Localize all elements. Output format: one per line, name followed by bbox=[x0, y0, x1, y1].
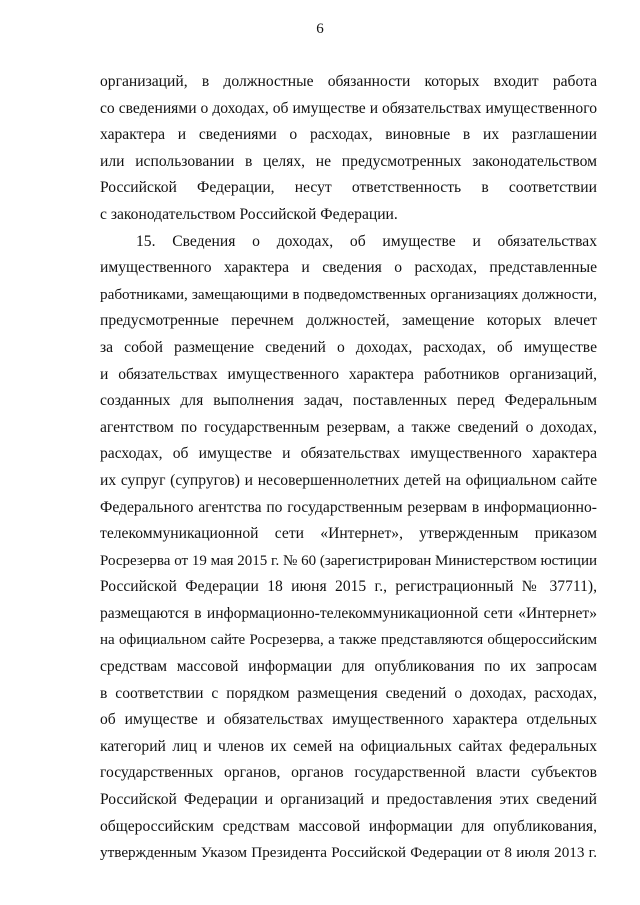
text-line: или использовании в целях, не предусмотренных законодательством bbox=[100, 152, 597, 170]
text-line: Российской Федерации, несут ответственность в соответствии bbox=[100, 179, 597, 197]
paragraph-15 bbox=[100, 229, 597, 867]
text-line: Федерального агентства по государственным резервам в информационно- bbox=[100, 498, 597, 516]
text-line: на официальном сайте Росрезерва, а также представляются общероссийским bbox=[100, 632, 597, 649]
text-line: со сведениями о доходах, об имуществе и обязательствах имущественного bbox=[100, 99, 597, 117]
text-line: за собой размещение сведений о доходах, расходах, об имуществе bbox=[100, 338, 597, 356]
paragraph-1 bbox=[100, 69, 597, 229]
text-line: расходах, об имуществе и обязательствах имущественного характера bbox=[100, 445, 597, 463]
text-line: созданных для выполнения задач, поставленных перед Федеральным bbox=[100, 392, 597, 410]
text-line: агентством по государственным резервам, а также сведений о доходах, bbox=[100, 418, 597, 436]
text-line: телекоммуникационной сети «Интернет», утвержденным приказом bbox=[100, 525, 597, 543]
text-line: в соответствии с порядком размещения сведений о доходах, расходах, bbox=[100, 684, 597, 702]
page-number: 6 bbox=[316, 21, 324, 37]
text-line: имущественного характера и сведения о расходах, представленные bbox=[100, 259, 597, 277]
text-line: и обязательствах имущественного характера работников организаций, bbox=[100, 365, 597, 383]
text-line: Российской Федерации 18 июня 2015 г., регистрационный № 37711), bbox=[100, 578, 597, 596]
text-line: работниками, замещающими в подведомственных организациях должности, bbox=[100, 285, 597, 303]
text-line: утвержденным Указом Президента Российской Федерации от 8 июля 2013 г. bbox=[100, 844, 597, 862]
text-line: характера и сведениями о расходах, виновные в их разглашении bbox=[100, 126, 597, 144]
document-body bbox=[100, 69, 597, 867]
text-line: государственных органов, органов государственной власти субъектов bbox=[100, 764, 597, 782]
text-line: с законодательством Российской Федерации. bbox=[100, 205, 398, 223]
text-line: средствам массовой информации для опубликования по их запросам bbox=[100, 658, 597, 676]
text-line: размещаются в информационно-телекоммуникационной сети «Интернет» bbox=[100, 604, 597, 622]
text-line: общероссийским средствам массовой информации для опубликования, bbox=[100, 817, 597, 835]
text-line: об имуществе и обязательствах имущественного характера отдельных bbox=[100, 711, 597, 729]
text-line: предусмотренные перечнем должностей, замещение которых влечет bbox=[100, 312, 597, 330]
text-line: 15. Сведения о доходах, об имуществе и обязательствах bbox=[136, 232, 597, 250]
text-line: организаций, в должностные обязанности которых входит работа bbox=[100, 73, 597, 90]
text-line: категорий лиц и членов их семей на официальных сайтах федеральных bbox=[100, 737, 597, 755]
text-line: Росрезерва от 19 мая 2015 г. № 60 (зарегистрирован Министерством юстиции bbox=[100, 552, 597, 569]
text-line: их супруг (супругов) и несовершеннолетних детей на официальном сайте bbox=[100, 471, 597, 489]
text-line: Российской Федерации и организаций и предоставления этих сведений bbox=[100, 791, 597, 809]
